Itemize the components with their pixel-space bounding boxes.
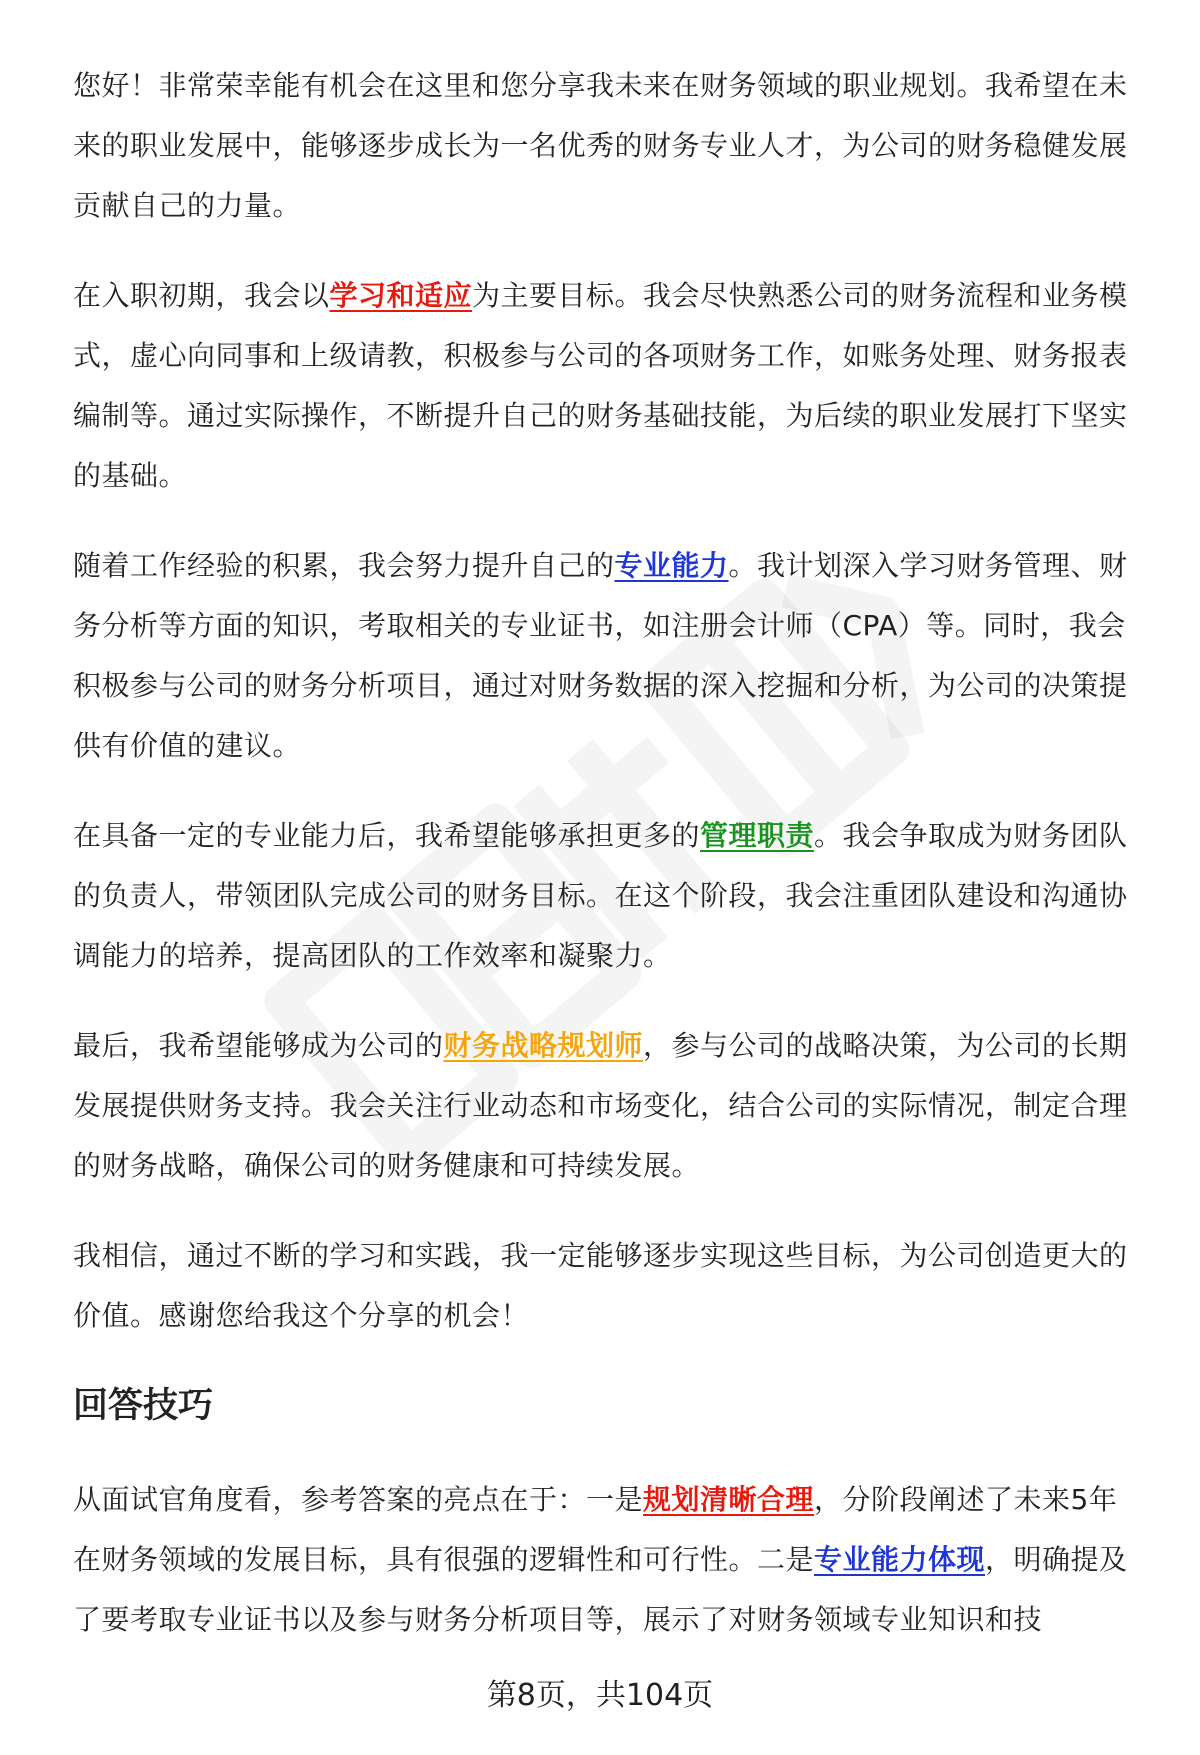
paragraph xyxy=(73,266,1143,506)
paragraph-text: 随着工作经验的积累，我会努力提升自己的 xyxy=(73,549,615,582)
paragraph xyxy=(73,1226,1143,1346)
paragraph xyxy=(73,56,1143,236)
paragraph-text: ，分阶段阐述了未来5年在财务领域的发展目标，具有很强的逻辑性和可行性。二是 xyxy=(73,1483,1118,1576)
paragraph xyxy=(73,536,1143,776)
tips-section xyxy=(73,1470,1143,1650)
highlighted-keyword: 专业能力体现 xyxy=(814,1543,986,1576)
highlighted-keyword: 学习和适应 xyxy=(329,279,473,312)
paragraph-text: 为主要目标。我会尽快熟悉公司的财务流程和业务模式，虚心向同事和上级请教，积极参与公司的各项财务工作，如账务处理、财务报表编制等。通过实际操作，不断提升自己的财务基础技能，为后续的职业发展打下坚实的基础。 xyxy=(73,279,1128,492)
paragraph-text: 您好！非常荣幸能有机会在这里和您分享我未来在财务领域的职业规划。我希望在未来的职业发展中，能够逐步成长为一名优秀的财务专业人才，为公司的财务稳健发展贡献自己的力量。 xyxy=(73,69,1128,222)
paragraph-text: 在具备一定的专业能力后，我希望能够承担更多的 xyxy=(73,819,701,852)
paragraph-text: 我相信，通过不断的学习和实践，我一定能够逐步实现这些目标，为公司创造更大的价值。感谢您给我这个分享的机会！ xyxy=(73,1239,1128,1332)
paragraph-text: 最后，我希望能够成为公司的 xyxy=(73,1029,444,1062)
highlighted-keyword: 财务战略规划师 xyxy=(443,1029,644,1062)
paragraph-text: ，明确提及了要考取专业证书以及参与财务分析项目等，展示了对财务领域专业知识和技 xyxy=(73,1543,1128,1636)
answer-section xyxy=(73,56,1143,1346)
document-body xyxy=(73,56,1143,1680)
paragraph-text: 。我会争取成为财务团队的负责人，带领团队完成公司的财务目标。在这个阶段，我会注重团队建设和沟通协调能力的培养，提高团队的工作效率和凝聚力。 xyxy=(73,819,1128,972)
page-number: 第8页，共104页 xyxy=(486,1678,714,1713)
paragraph xyxy=(73,806,1143,986)
section-heading: 回答技巧 xyxy=(73,1386,214,1426)
paragraph-text: 。我计划深入学习财务管理、财务分析等方面的知识，考取相关的专业证书，如注册会计师（CPA）等。同时，我会积极参与公司的财务分析项目，通过对财务数据的深入挖掘和分析，为公司的决策提供有价值的建议。 xyxy=(73,549,1128,762)
paragraph-text: ，参与公司的战略决策，为公司的长期发展提供财务支持。我会关注行业动态和市场变化，结合公司的实际情况，制定合理的财务战略，确保公司的财务健康和可持续发展。 xyxy=(73,1029,1128,1182)
paragraph-text: 从面试官角度看，参考答案的亮点在于：一是 xyxy=(73,1483,644,1516)
paragraph xyxy=(73,1016,1143,1196)
highlighted-keyword: 管理职责 xyxy=(700,819,815,852)
paragraph-text: 在入职初期，我会以 xyxy=(73,279,330,312)
paragraph xyxy=(73,1470,1143,1650)
highlighted-keyword: 规划清晰合理 xyxy=(643,1483,815,1516)
highlighted-keyword: 专业能力 xyxy=(614,549,729,582)
